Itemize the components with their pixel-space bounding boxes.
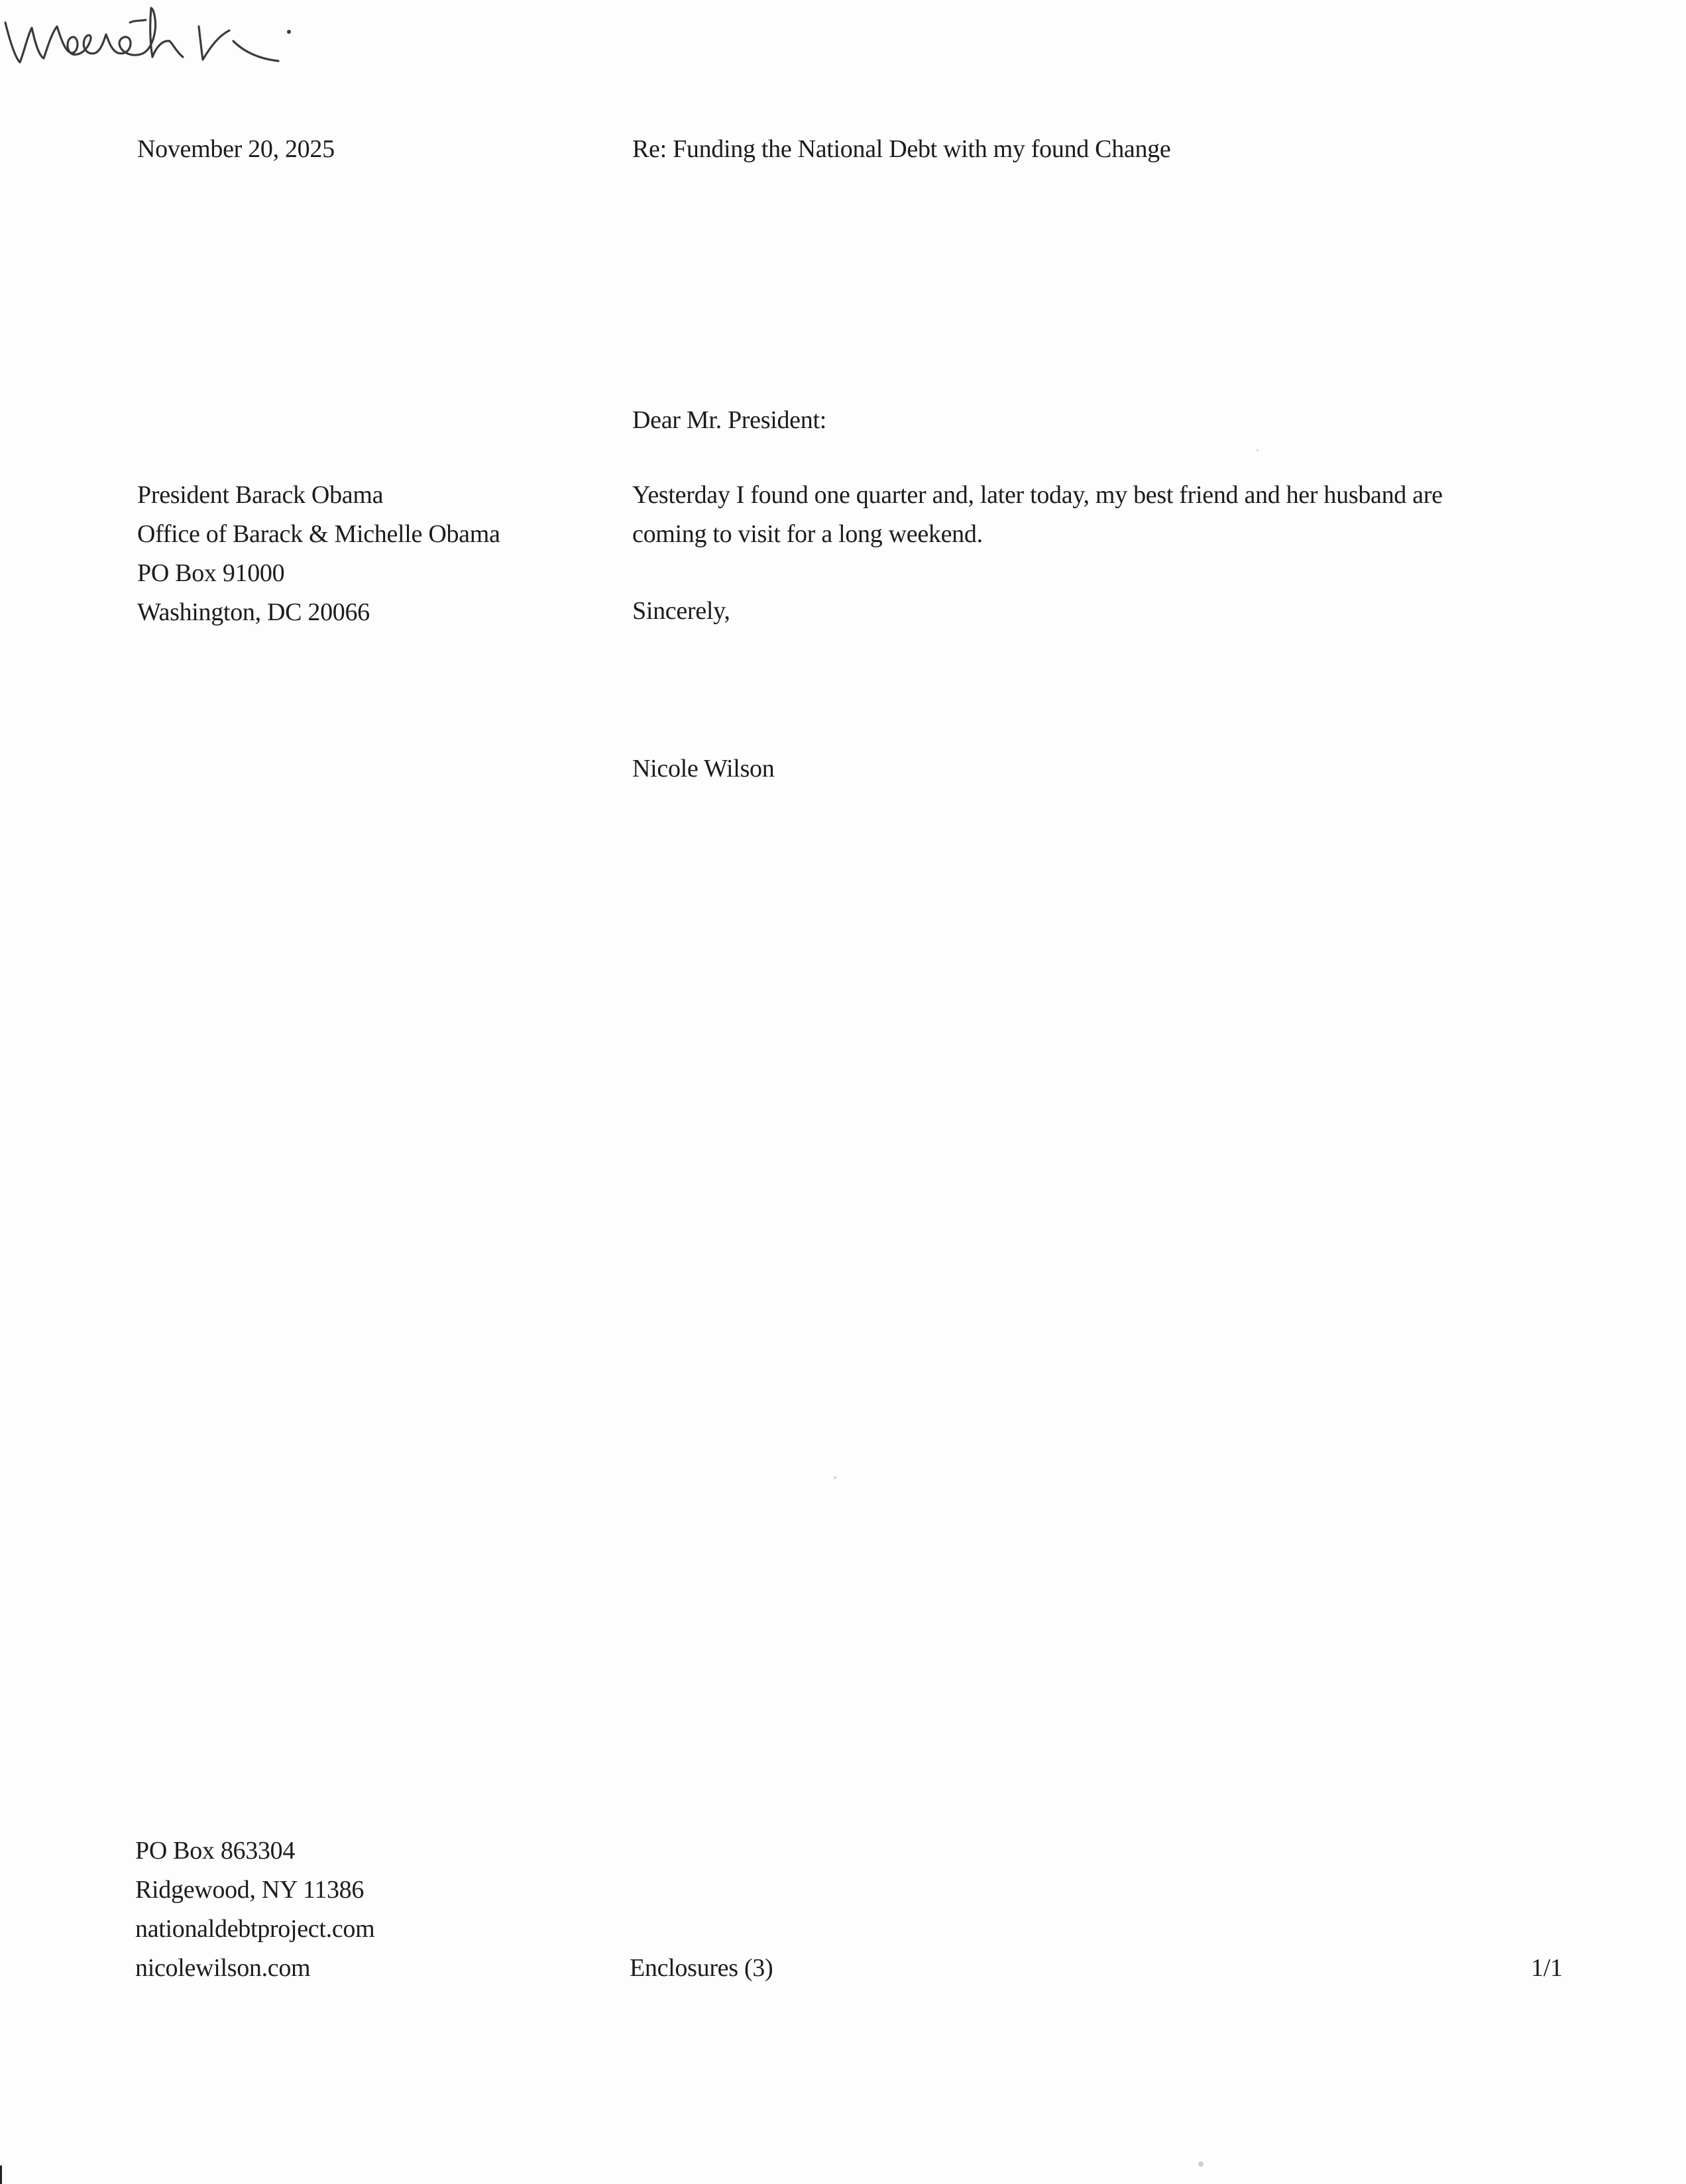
- sender-website: nicolewilson.com: [135, 1954, 311, 1982]
- sender-website: nationaldebtproject.com: [135, 1915, 375, 1943]
- recipient-address: [137, 476, 500, 632]
- recipient-line: Office of Barack & Michelle Obama: [137, 520, 500, 548]
- closing: Sincerely,: [632, 597, 730, 625]
- letter-date: November 20, 2025: [137, 135, 335, 163]
- scan-speck: [834, 1476, 836, 1479]
- recipient-line: PO Box 91000: [137, 559, 285, 587]
- scan-edge-mark: [0, 2165, 2, 2184]
- handwritten-signature: [0, 0, 311, 80]
- recipient-line: Washington, DC 20066: [137, 598, 370, 626]
- page-number: 1/1: [1531, 1954, 1563, 1982]
- sender-address: [135, 1831, 374, 1988]
- body-line: Yesterday I found one quarter and, later today, my best friend and her husband are: [632, 481, 1443, 509]
- sender-line: Ridgewood, NY 11386: [135, 1876, 365, 1904]
- signer-name: Nicole Wilson: [632, 755, 775, 783]
- enclosures-note: Enclosures (3): [630, 1954, 773, 1982]
- scan-speck: [1257, 449, 1259, 451]
- body-line: coming to visit for a long weekend.: [632, 520, 983, 548]
- recipient-line: President Barack Obama: [137, 481, 384, 509]
- scan-speck: [1198, 2161, 1204, 2167]
- salutation: Dear Mr. President:: [632, 406, 826, 434]
- letter-subject: Re: Funding the National Debt with my found Change: [632, 135, 1171, 163]
- signature-graphic: [0, 0, 311, 80]
- letter-body: [632, 476, 1443, 554]
- sender-line: PO Box 863304: [135, 1837, 296, 1865]
